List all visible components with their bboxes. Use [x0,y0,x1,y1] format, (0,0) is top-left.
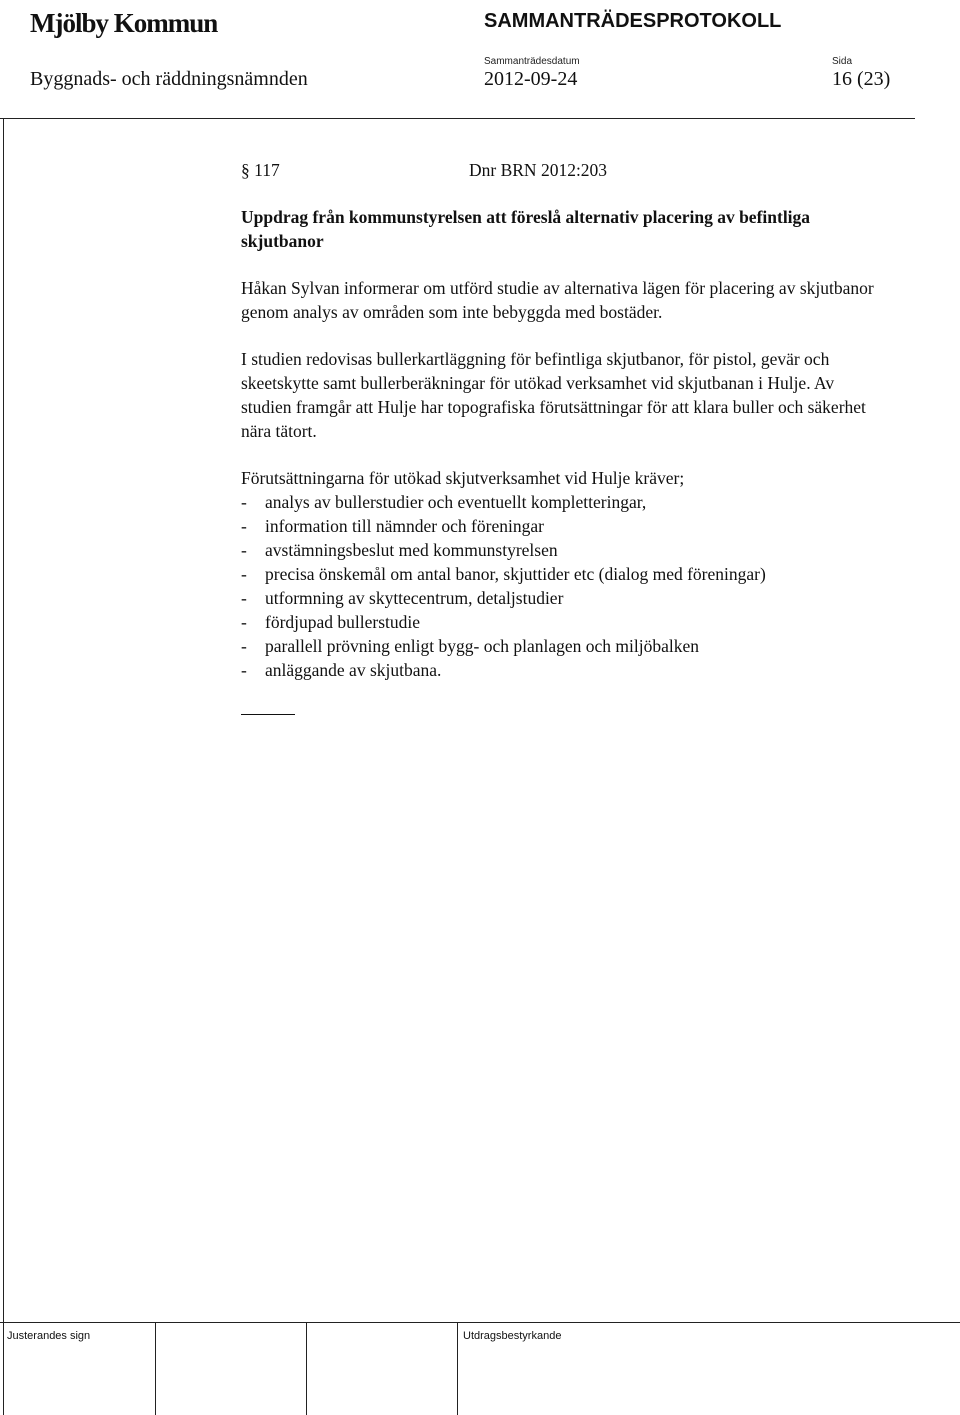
meeting-date-label: Sammanträdesdatum [484,56,580,67]
meeting-date: 2012-09-24 [484,68,578,90]
committee-name: Byggnads- och räddningsnämnden [30,68,308,90]
signature-label: Justerandes sign [7,1330,91,1342]
list-item [241,586,881,610]
section-number: § 117 [241,160,280,180]
footer-rule [0,1322,960,1323]
extract-certification-label: Utdragsbestyrkande [463,1330,562,1342]
list-intro: Förutsättningarna för utökad skjutverksamhet vid Hulje kräver; [241,468,685,488]
section-heading-row [241,158,881,182]
dnr-number: Dnr BRN 2012:203 [469,160,608,180]
list-item [241,562,881,586]
list-item-text: utformning av skyttecentrum, detaljstudier [265,588,564,608]
list-item-text: avstämningsbeslut med kommunstyrelsen [265,540,558,560]
paragraph-1: Håkan Sylvan informerar om utförd studie av alternativa lägen för placering av skjutbanor genom analys av områden som inte bebyggda med bostäder. [241,278,874,322]
list-dash: - [241,612,247,632]
page-label: Sida [832,56,853,67]
list-item-text: parallell prövning enligt bygg- och planlagen och miljöbalken [265,636,699,656]
document-type: SAMMANTRÄDESPROTOKOLL [484,10,782,32]
list-item-text: information till nämnder och föreningar [265,516,544,536]
list-item [241,538,881,562]
section-title: Uppdrag från kommunstyrelsen att föreslå alternativ placering av befintliga skjutbanor [241,207,811,251]
org-name: Mjölby Kommun [30,8,218,38]
page-number: 16 (23) [832,68,891,90]
list-dash: - [241,516,247,536]
requirements-list [241,490,881,682]
list-dash: - [241,636,247,656]
list-item [241,658,881,682]
list-dash: - [241,540,247,560]
list-item [241,634,881,658]
list-item-text: precisa önskemål om antal banor, skjuttider etc (dialog med föreningar) [265,564,766,584]
list-item [241,490,881,514]
list-dash: - [241,660,247,680]
list-item-text: anläggande av skjutbana. [265,660,442,680]
header-rule [0,118,915,119]
list-dash: - [241,588,247,608]
protocol-section [241,158,881,715]
list-item [241,514,881,538]
paragraph-2: I studien redovisas bullerkartläggning för befintliga skjutbanor, för pistol, gevär och skeetskytte samt bullerberäkningar för utökad verksamhet vid skjutbanan i Hulje. Av studien framgår att Hulje har topografiska förutsättningar för att klara buller och säkerhet nära tätort. [241,349,866,441]
end-mark [241,714,295,715]
list-item-text: fördjupad bullerstudie [265,612,421,632]
list-item [241,610,881,634]
left-margin-line [3,118,4,1415]
footer-divider [155,1322,156,1415]
list-item-text: analys av bullerstudier och eventuellt kompletteringar, [265,492,647,512]
list-dash: - [241,564,247,584]
list-dash: - [241,492,247,512]
footer-divider [306,1322,307,1415]
footer-divider [457,1322,458,1415]
